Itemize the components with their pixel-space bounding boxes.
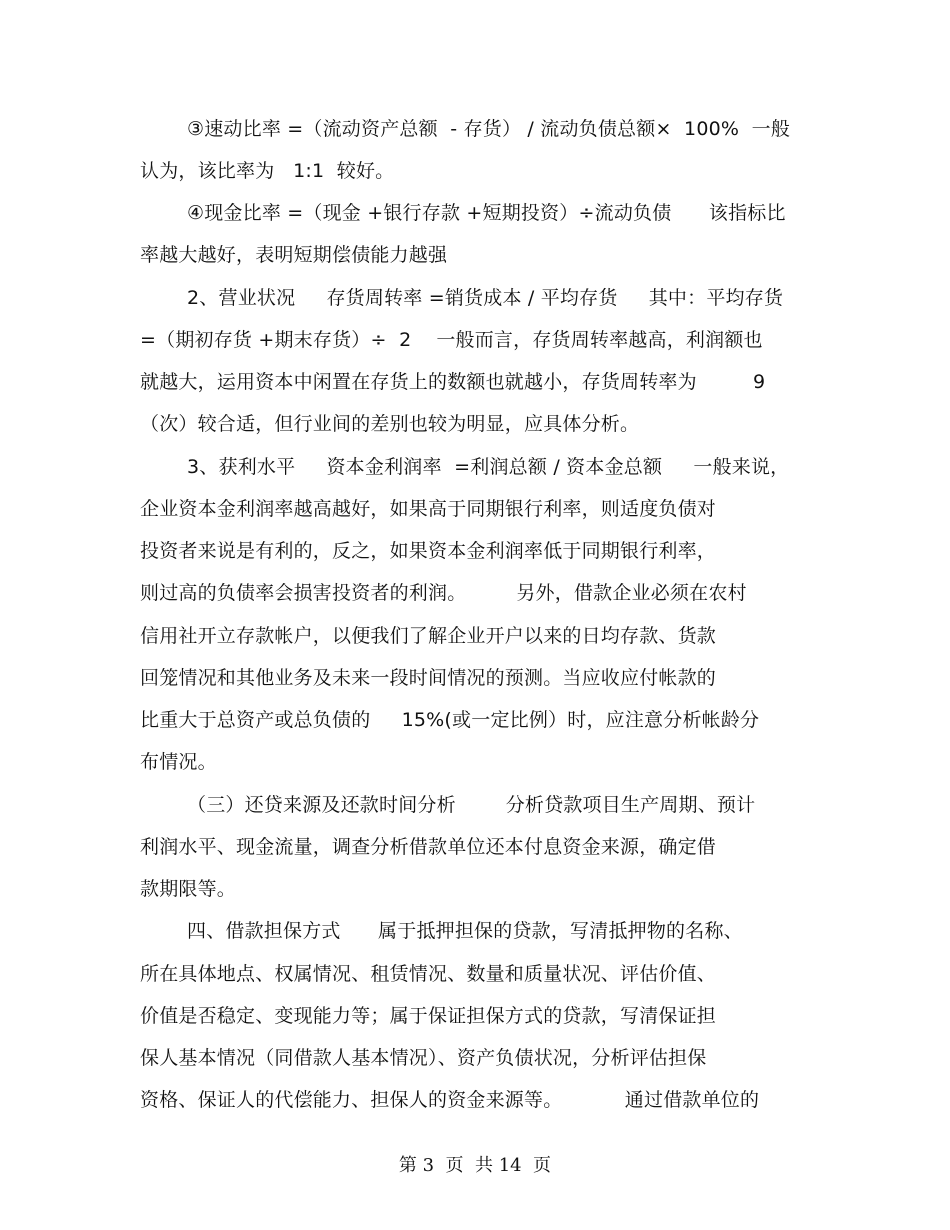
body-text-line: 款期限等。 (140, 878, 237, 900)
body-text-line: 所在具体地点、权属情况、租赁情况、数量和质量状况、评估价值、 (140, 963, 717, 985)
body-text-line: （三）还贷来源及还款时间分析 分析贷款项目生产周期、预计 (187, 794, 756, 816)
body-text-line: 就越大，运用资本中闲置在存货上的数额也就越小，存货周转率为 9 (140, 371, 766, 393)
body-text-line: 价值是否稳定、变现能力等；属于保证担保方式的贷款，写清保证担 (140, 1005, 717, 1027)
body-text-line: 率越大越好，表明短期偿债能力越强 (140, 244, 448, 266)
body-text-line: 企业资本金利润率越高越好，如果高于同期银行利率，则适度负债对 (140, 498, 717, 520)
body-text-line: =（期初存货 +期末存货）÷ 2 一般而言，存货周转率越高，利润额也 (140, 329, 763, 351)
body-text-line: （次）较合适，但行业间的差别也较为明显，应具体分析。 (140, 413, 640, 435)
body-text-line: 布情况。 (140, 751, 217, 773)
body-text-line: 2、营业状况 存货周转率 =销货成本 / 平均存货 其中：平均存货 (187, 287, 784, 309)
body-text-line: 资格、保证人的代偿能力、担保人的资金来源等。 通过借款单位的 (140, 1089, 760, 1111)
body-text-line: ④现金比率 =（现金 +银行存款 +短期投资）÷流动负债 该指标比 (187, 202, 786, 224)
body-text-line: 认为，该比率为 1:1 较好。 (140, 160, 395, 182)
body-text-line: 则过高的负债率会损害投资者的利润。 另外，借款企业必须在农村 (140, 582, 747, 604)
body-text-line: 四、借款担保方式 属于抵押担保的贷款，写清抵押物的名称、 (187, 920, 743, 942)
body-text-line: 信用社开立存款帐户，以便我们了解企业开户以来的日均存款、货款 (140, 625, 717, 647)
page-number-footer: 第 3 页 共 14 页 (398, 1155, 552, 1176)
body-text-line: 比重大于总资产或总负债的 15%(或一定比例）时，应注意分析帐龄分 (140, 709, 760, 731)
body-text-line: 3、获利水平 资本金利润率 =利润总额 / 资本金总额 一般来说， (187, 456, 790, 478)
body-text-line: 投资者来说是有利的，反之，如果资本金利润率低于同期银行利率， (140, 540, 717, 562)
body-text-line: ③速动比率 =（流动资产总额 - 存货） / 流动负债总额× 100% 一般 (187, 118, 791, 140)
body-text-line: 利润水平、现金流量，调查分析借款单位还本付息资金来源，确定借 (140, 836, 717, 858)
body-text-line: 回笼情况和其他业务及未来一段时间情况的预测。当应收应付帐款的 (140, 667, 717, 689)
body-text-line: 保人基本情况（同借款人基本情况）、资产负债状况，分析评估担保 (140, 1047, 707, 1069)
